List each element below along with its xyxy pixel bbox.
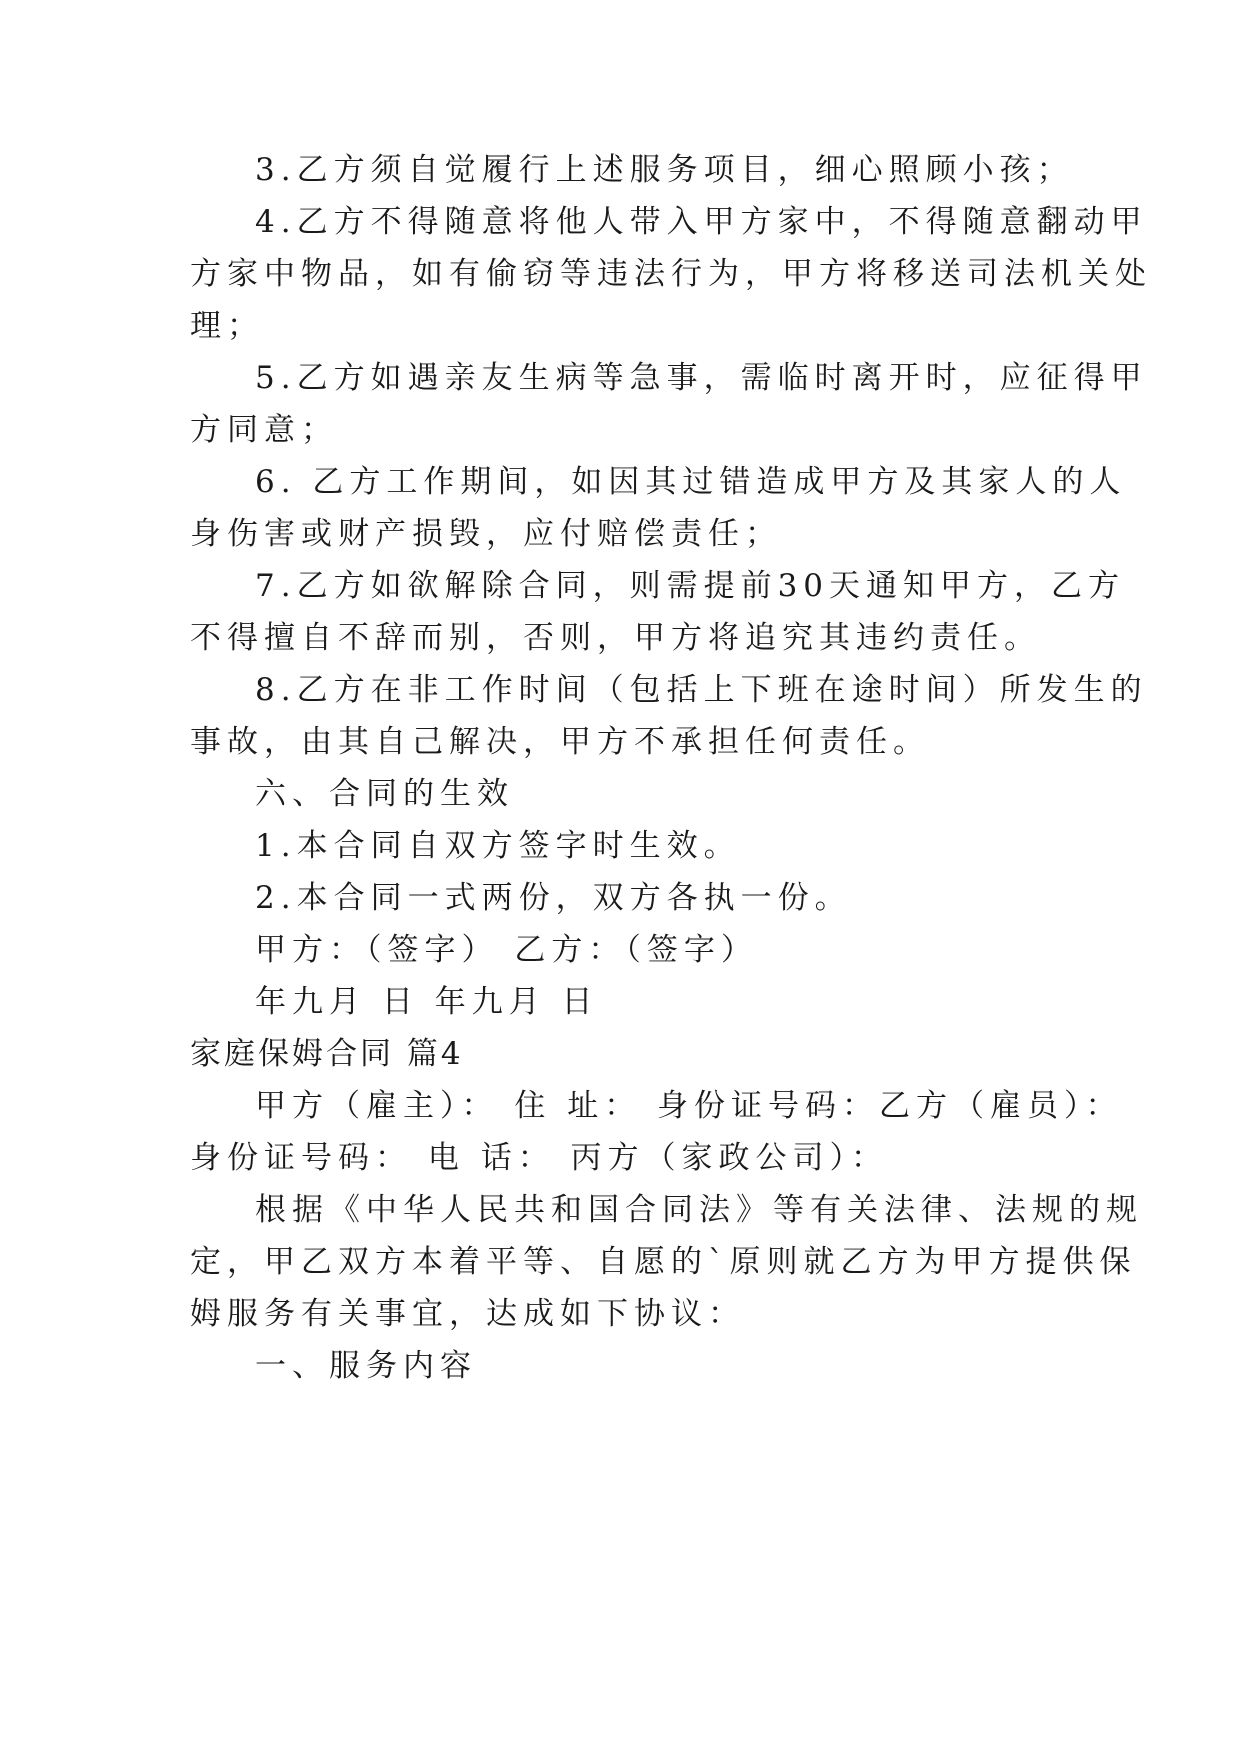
parties-line-1: 甲方（雇主）： 住 址： 身份证号码：乙方（雇员）： <box>255 1088 1123 1124</box>
date-line: 年九月 日 年九月 日 <box>255 984 599 1020</box>
signature-line: 甲方：（签字） 乙方：（签字） <box>255 932 758 968</box>
clause-6-line-2: 身伤害或财产损毁，应付赔偿责任； <box>190 516 782 552</box>
clause-7-line-1: 7.乙方如欲解除合同，则需提前30天通知甲方，乙方 <box>255 568 1126 604</box>
clause-6-line-1: 6. 乙方工作期间，如因其过错造成甲方及其家人的人 <box>255 464 1127 500</box>
clause-8-line-2: 事故，由其自己解决，甲方不承担任何责任。 <box>190 724 930 760</box>
preamble-line-1: 根据《中华人民共和国合同法》等有关法律、法规的规 <box>255 1192 1143 1228</box>
contract-title: 家庭保姆合同 篇4 <box>190 1036 464 1072</box>
clause-4-line-2: 方家中物品，如有偷窃等违法行为，甲方将移送司法机关处 <box>190 256 1152 292</box>
clause-4-line-1: 4.乙方不得随意将他人带入甲方家中，不得随意翻动甲 <box>255 204 1148 240</box>
section-6-clause-1: 1.本合同自双方签字时生效。 <box>255 828 741 864</box>
section-6-clause-2: 2.本合同一式两份，双方各执一份。 <box>255 880 852 916</box>
parties-line-2: 身份证号码： 电 话： 丙方（家政公司）： <box>190 1140 889 1176</box>
clause-5-line-2: 方同意； <box>190 412 338 448</box>
section-1-heading: 一、服务内容 <box>255 1348 477 1384</box>
clause-4-line-3: 理； <box>190 308 264 344</box>
preamble-line-2: 定，甲乙双方本着平等、自愿的`原则就乙方为甲方提供保 <box>190 1244 1137 1280</box>
clause-7-line-2: 不得擅自不辞而别，否则，甲方将追究其违约责任。 <box>190 620 1041 656</box>
clause-5-line-1: 5.乙方如遇亲友生病等急事，需临时离开时，应征得甲 <box>255 360 1148 396</box>
section-6-heading: 六、合同的生效 <box>255 776 514 812</box>
preamble-line-3: 姆服务有关事宜，达成如下协议： <box>190 1296 745 1332</box>
clause-3: 3.乙方须自觉履行上述服务项目，细心照顾小孩； <box>255 152 1074 188</box>
clause-8-line-1: 8.乙方在非工作时间（包括上下班在途时间）所发生的 <box>255 672 1148 708</box>
